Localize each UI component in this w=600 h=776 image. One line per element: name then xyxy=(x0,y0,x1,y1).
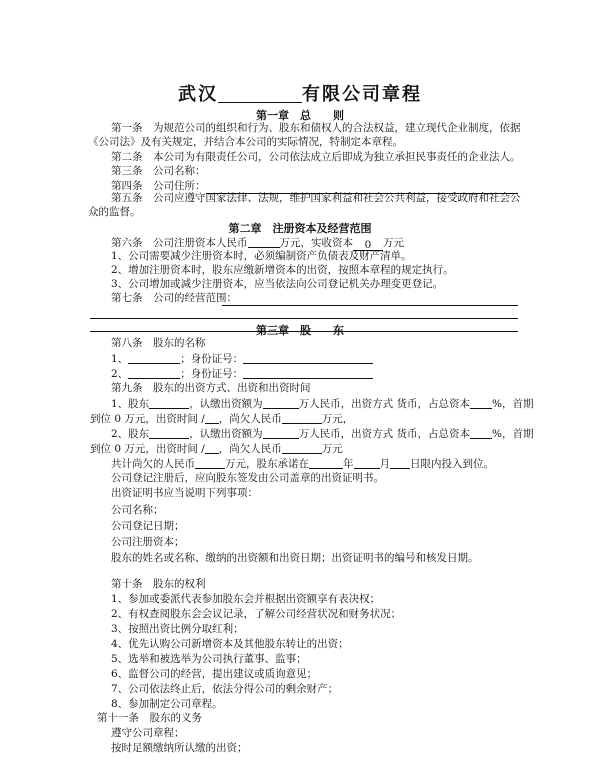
article-7: 第七条 公司的经营范围： xyxy=(111,292,237,304)
chapter-2-heading: 第二章 注册资本及经营范围 xyxy=(228,222,372,235)
right-6: 6、监督公司的经营，提出建议或质询意见； xyxy=(111,668,318,680)
contribution-2-cont: 到位 0 万元，出资时间 / ，尚欠人民币 万元 xyxy=(90,443,343,455)
capital-item-3: 3、公司增加或减少注册资本，应当依法向公司登记机关办理变更登记。 xyxy=(111,278,444,290)
certificate-items-intro: 出资证明书应当说明下列事项： xyxy=(111,487,258,499)
article-4: 第四条 公司住所： xyxy=(111,180,206,192)
certificate-field-shareholder: 股东的姓名或名称、缴纳的出资额和出资日期；出资证明书的编号和核发日期。 xyxy=(111,552,479,564)
certificate-field-capital: 公司注册资本； xyxy=(111,536,185,548)
article-11: 第十一条 股东的义务 xyxy=(97,712,202,724)
shareholder-1: 1、 ；身份证号： xyxy=(111,352,373,366)
certificate-field-date: 公司登记日期； xyxy=(111,520,185,532)
article-6: 第六条 公司注册资本人民币 万元，实收资本 0 万元 xyxy=(111,237,404,251)
contribution-1: 1、股东 ，认缴出资额为 万人民币，出资方式 货币，占总资本 %，首期 xyxy=(111,398,534,410)
document-title: 武汉 有限公司章程 xyxy=(178,84,422,105)
scope-blank-2 xyxy=(90,318,518,319)
article-10: 第十条 股东的权利 xyxy=(111,578,206,590)
duty-1: 遵守公司章程； xyxy=(111,727,185,739)
chapter-3-heading: 第三章 股 东 xyxy=(256,324,344,337)
shareholder-2: 2、 ；身份证号： xyxy=(111,367,373,381)
right-5: 5、选举和被选举为公司执行董事、监事； xyxy=(111,653,307,665)
article-5-line-2: 众的监督。 xyxy=(88,206,141,218)
scope-blank-1 xyxy=(222,305,518,306)
certificate-field-name: 公司名称； xyxy=(111,504,164,516)
certificate-issue: 公司登记注册后，应向股东签发由公司盖章的出资证明书。 xyxy=(111,472,384,484)
article-2: 第二条 本公司为有限责任公司，公司依法成立后即成为独立承担民事责任的企业法人。 xyxy=(111,151,521,163)
right-1: 1、参加或委派代表参加股东会并根据出资额享有表决权； xyxy=(111,593,381,605)
article-1-line-1: 第一条 为规范公司的组织和行为、股东和债权人的合法权益，建立现代企业制度，依据 xyxy=(111,122,521,134)
article-8: 第八条 股东的名称 xyxy=(111,337,206,349)
right-8: 8、参加制定公司章程。 xyxy=(111,698,223,710)
right-2: 2、有权查阅股东会会议记录，了解公司经营状况和财务状况； xyxy=(111,608,402,620)
article-5-line-1b: 第五条 公司应遵守国家法律、法规，维护国家利益和社会公共利益，接受政府和社会公 xyxy=(111,192,521,204)
chapter-1-heading: 第一章 总 则 xyxy=(256,109,344,122)
outstanding-commitment: 共计尚欠的人民币 万元，股东承诺在 年 月 日限内投入到位。 xyxy=(111,458,494,470)
article-3: 第三条 公司名称： xyxy=(111,165,206,177)
article-9: 第九条 股东的出资方式、出资和出资时间 xyxy=(111,382,311,394)
capital-item-2: 2、增加注册资本时，股东应缴新增资本的出资，按照本章程的规定执行。 xyxy=(111,264,454,276)
article-1-line-2: 《公司法》及有关规定，并结合本公司的实际情况，特制定本章程。 xyxy=(88,136,403,148)
right-4: 4、优先认购公司新增资本及其他股东转让的出资； xyxy=(111,638,349,650)
company-name-blank xyxy=(218,86,302,103)
capital-item-1: 1、公司需要减少注册资本时，必须编制资产负债表及财产清单。 xyxy=(111,250,412,262)
contribution-1-cont: 到位 0 万元，出资时间 / ，尚欠人民币 万元， xyxy=(90,413,354,425)
duty-2: 按时足额缴纳所认缴的出资； xyxy=(111,742,248,754)
paid-capital-value: 0 xyxy=(353,239,383,251)
right-3: 3、按照出资比例分取红利； xyxy=(111,623,244,635)
right-7: 7、公司依法终止后，依法分得公司的剩余财产； xyxy=(111,683,339,695)
contribution-2: 2、股东 ，认缴出资额为 万人民币，出资方式 货币，占总资本 %，首期 xyxy=(111,428,534,440)
